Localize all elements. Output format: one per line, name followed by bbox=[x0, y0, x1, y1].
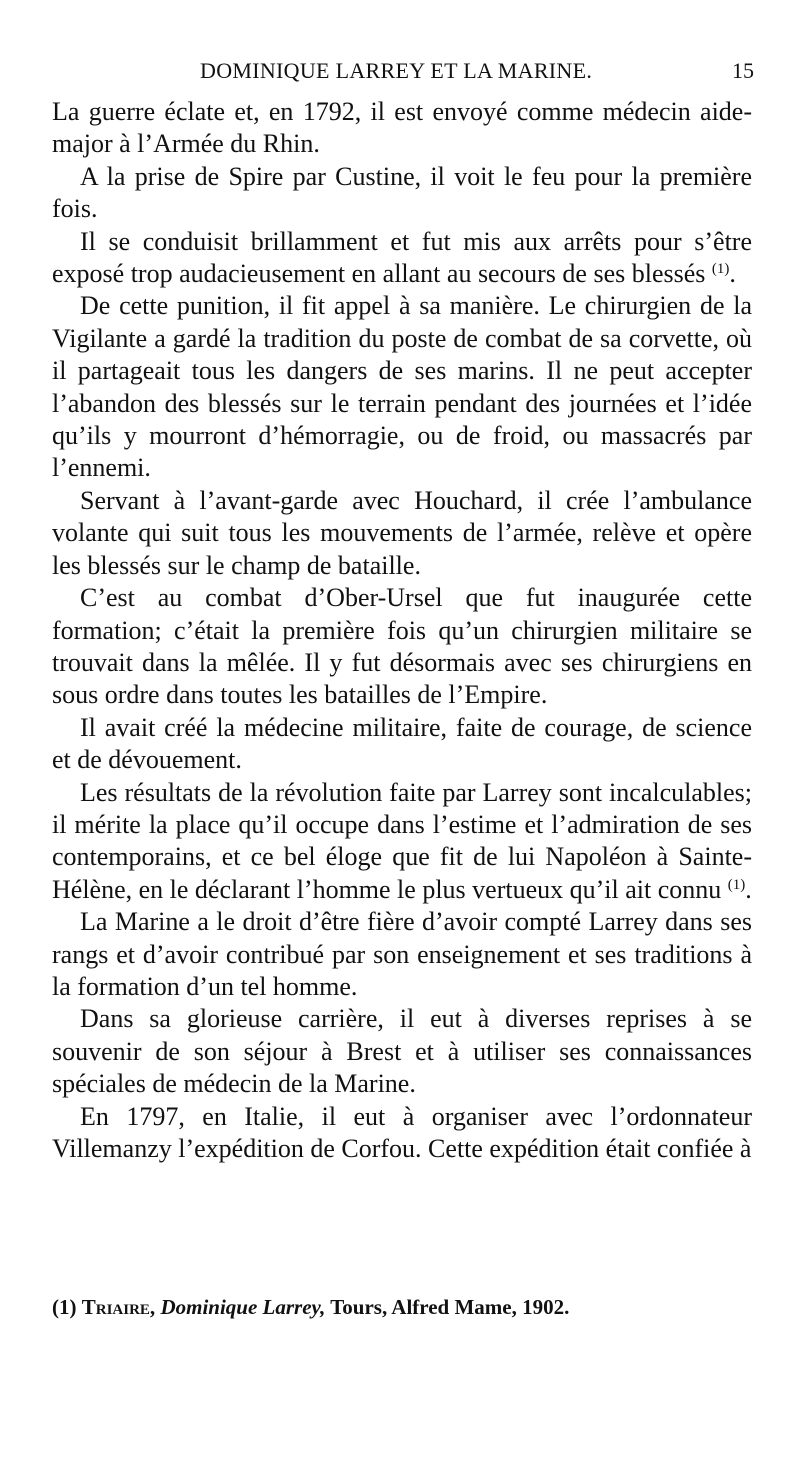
paragraph: La guerre éclate et, en 1792, il est envoyé comme médecin aide-major à l’Armée du Rhin. bbox=[52, 97, 752, 159]
footnote-work: Dominique Larrey, bbox=[160, 1295, 326, 1319]
page-number: 15 bbox=[732, 58, 754, 83]
paragraph: La Marine a le droit d’être fière d’avoir compté Larrey dans ses rangs et d’avoir contribué par son enseignement et ses traditions à la formation d’un tel homme. bbox=[52, 907, 752, 1001]
paragraph: A la prise de Spire par Custine, il voit le feu pour la première fois. bbox=[52, 161, 752, 224]
footnote bbox=[52, 1292, 752, 1322]
footnote-ref: (1) bbox=[711, 261, 730, 278]
footnote-ref: (1) bbox=[727, 876, 746, 893]
paragraph: En 1797, en Italie, il eut à organiser avec l’ordonnateur Villemanzy l’expédition de Corfou. Cette expédition était confiée à bbox=[52, 1101, 752, 1163]
paragraph: Dans sa glorieuse carrière, il eut à diverses reprises à se souvenir de son séjour à Brest et à utiliser ses connaissances spéciales de médecin de la Marine. bbox=[52, 1004, 752, 1099]
body-text bbox=[52, 96, 752, 1165]
running-header bbox=[52, 54, 754, 88]
paragraph: Il se conduisit brillamment et fut mis aux arrêts pour s’être exposé trop audacieusement en allant au secours de ses blessés $^{(1)}$. bbox=[52, 226, 752, 289]
paragraph: De cette punition, il fit appel à sa manière. Le chirurgien de la Vigilante a gardé la tradition du poste de combat de sa corvette, où il partageait tous les dangers de ses marins. Il ne peut accepter l’abandon des blessés sur le terrain pendant des journées et l’idée qu’ils y mourront d’hémorragie, ou de froid, ou massacrés par l’ennemi. bbox=[52, 291, 752, 483]
running-title: DOMINIQUE LARREY ET LA MARINE. bbox=[200, 58, 593, 83]
footnote-author: Triaire, bbox=[81, 1295, 156, 1319]
paragraph: Servant à l’avant-garde avec Houchard, il crée l’ambulance volante qui suit tous les mouvements de l’armée, relève et opère les blessés sur le champ de bataille. bbox=[52, 485, 752, 580]
paragraph: Les résultats de la révolution faite par Larrey sont incalculables; il mérite la place qu’il occupe dans l’estime et l’admiration de ses contemporains, et ce bel éloge que fit de lui Napoléon à Sainte-Hélène, en le déclarant l’homme le plus vertueux qu’il ait connu $^{(1)}$. bbox=[52, 777, 752, 904]
footnote-publisher: Tours, Alfred Mame, 1902. bbox=[330, 1295, 570, 1319]
paragraph: C’est au combat d’Ober-Ursel que fut inaugurée cette formation; c’était la première fois qu’un chirurgien militaire se trouvait dans la mêlée. Il y fut désormais avec ses chirurgiens en sous ordre dans toutes les batailles de l’Empire. bbox=[52, 583, 752, 710]
paragraph: Il avait créé la médecine militaire, faite de courage, de science et de dévouement. bbox=[52, 712, 752, 775]
footnote-marker: (1) bbox=[52, 1295, 77, 1319]
